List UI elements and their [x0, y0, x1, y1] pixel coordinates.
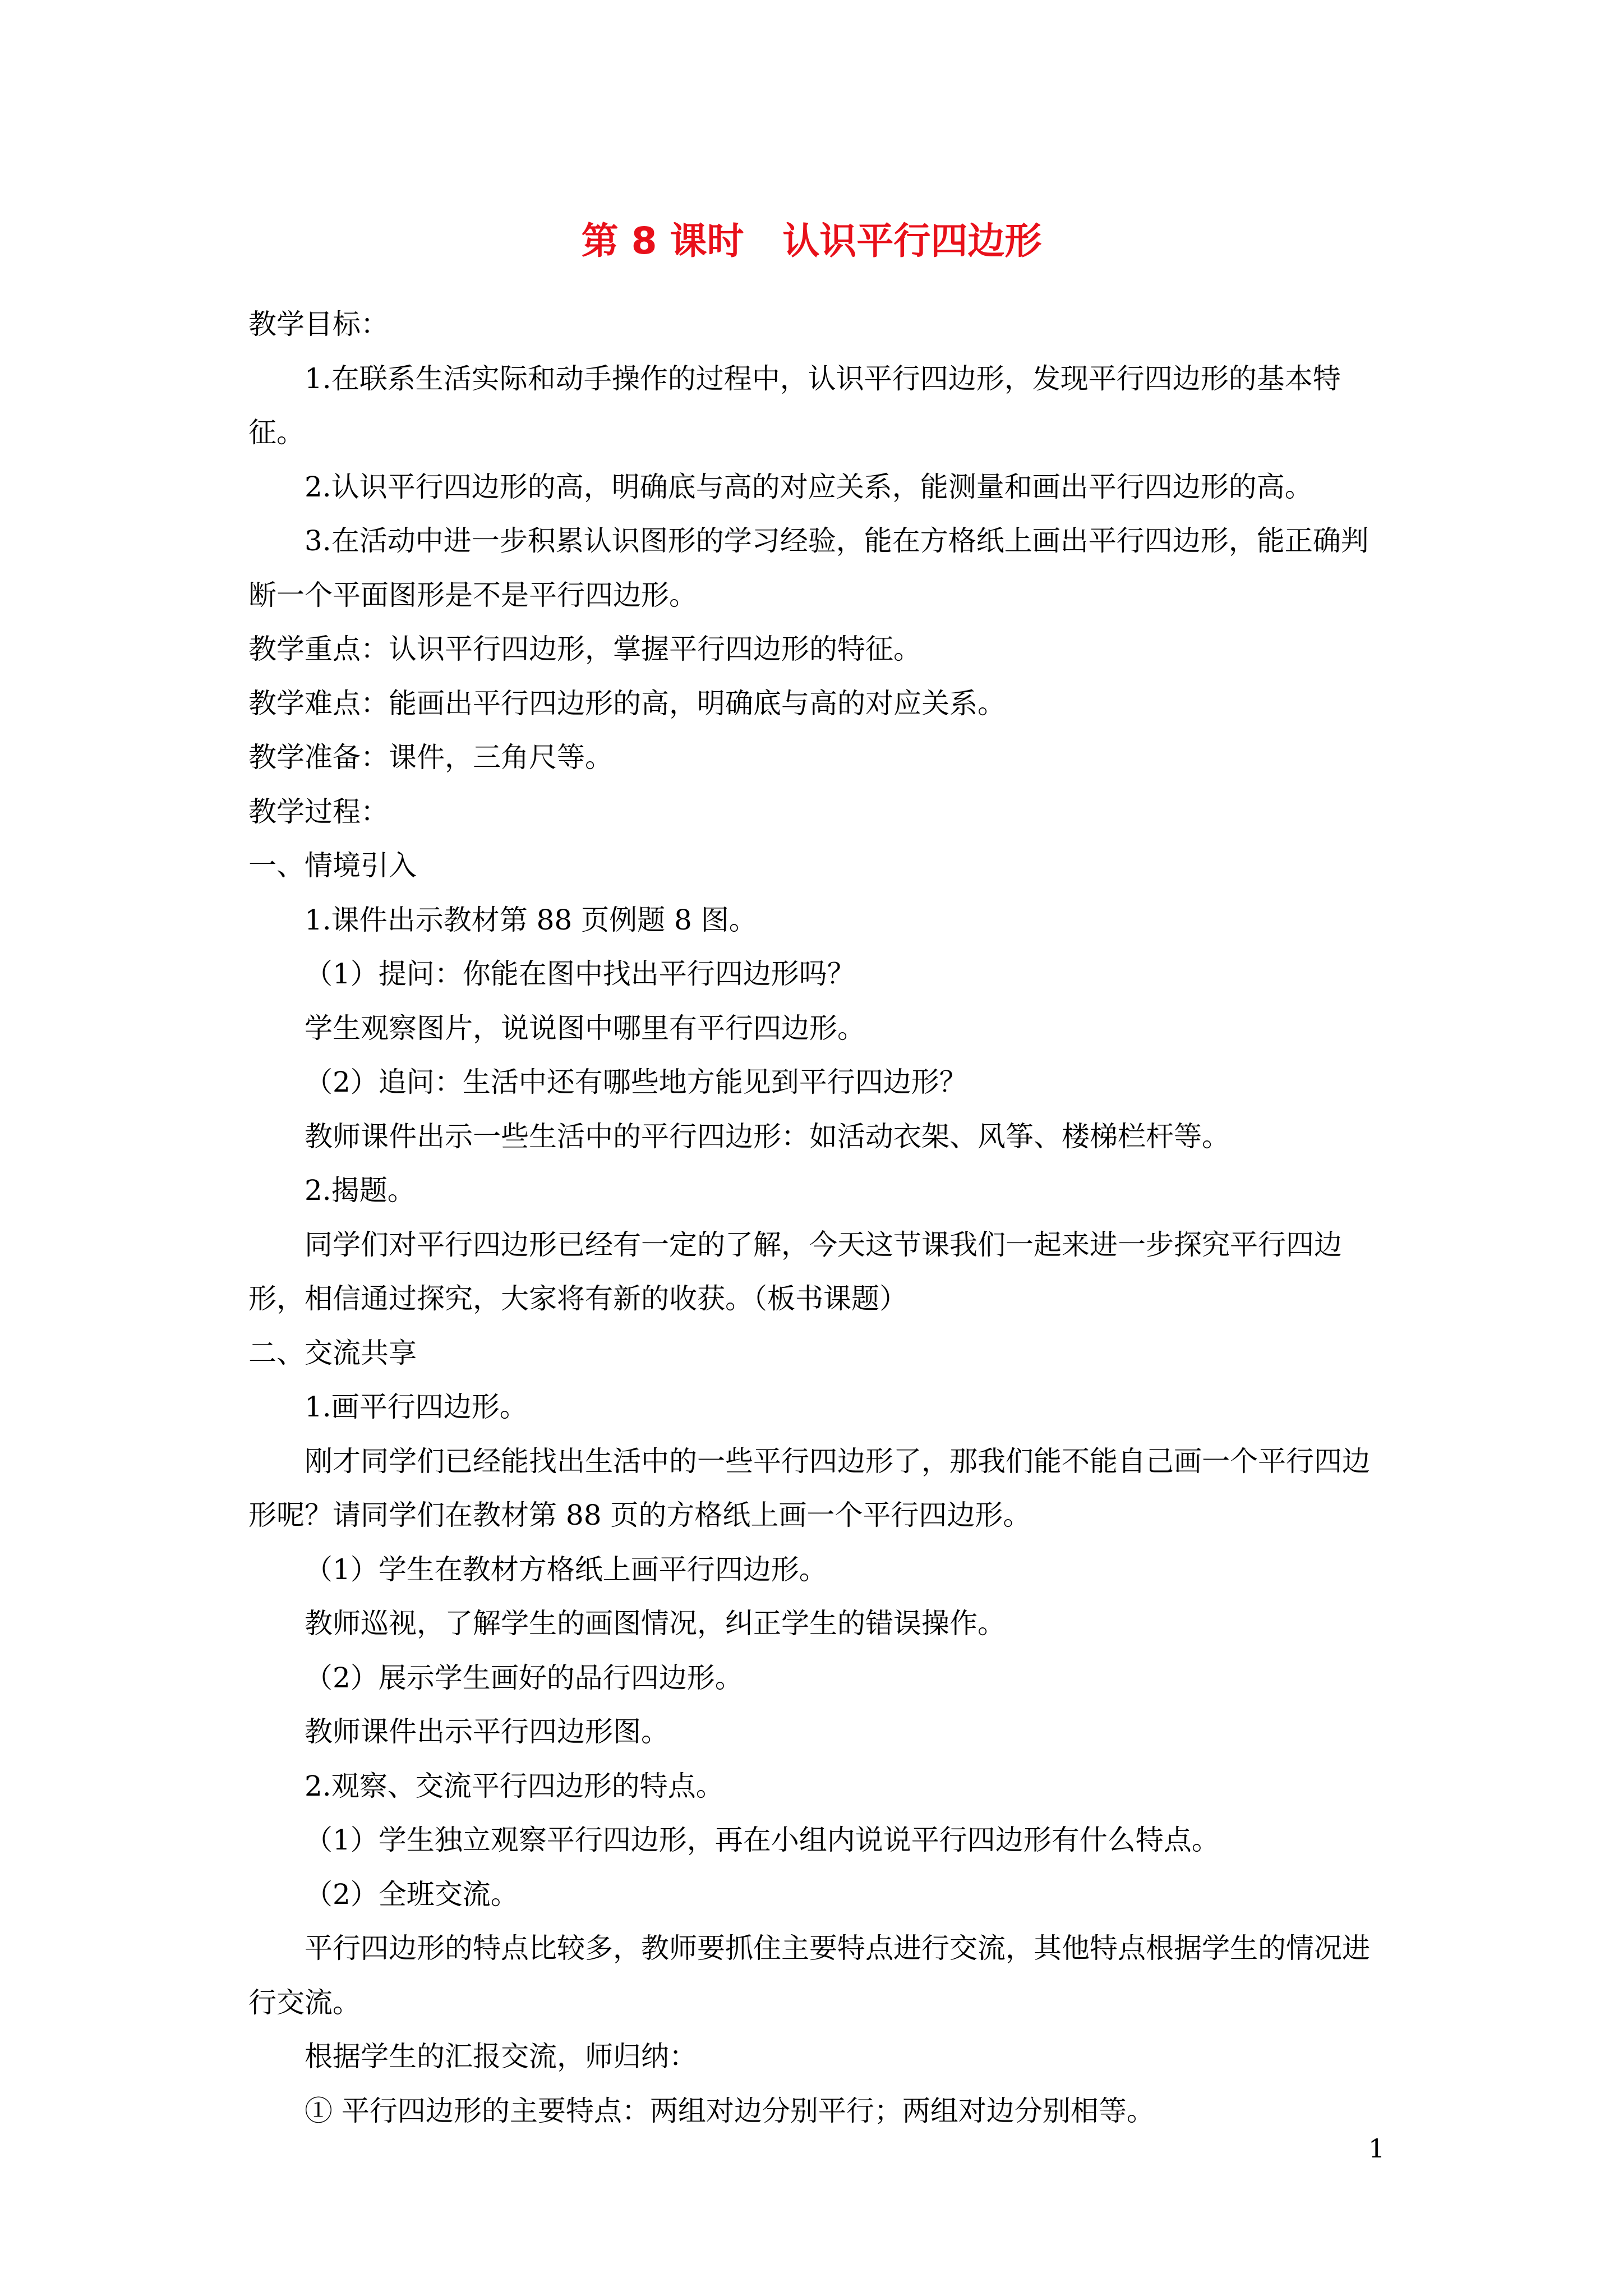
paragraph: （1）学生独立观察平行四边形，再在小组内说说平行四边形有什么特点。 — [305, 1824, 1220, 1856]
paragraph: 教学过程： — [248, 795, 389, 828]
paragraph: 教师巡视，了解学生的画图情况，纠正学生的错误操作。 — [305, 1607, 1006, 1640]
paragraph: 一、情境引入 — [248, 849, 417, 882]
paragraph: 1.在联系生活实际和动手操作的过程中，认识平行四边形，发现平行四边形的基本特征。 — [248, 362, 1341, 449]
paragraph: 1.课件出示教材第 88 页例题 8 图。 — [305, 903, 757, 936]
paragraph: 1.画平行四边形。 — [305, 1391, 528, 1423]
paragraph: （2）追问：生活中还有哪些地方能见到平行四边形？ — [305, 1066, 967, 1098]
page-number: 1 — [1368, 2133, 1385, 2164]
paragraph: ① 平行四边形的主要特点：两组对边分别平行；两组对边分别相等。 — [305, 2094, 1155, 2127]
paragraph: 2.揭题。 — [305, 1174, 416, 1207]
paragraph: 根据学生的汇报交流，师归纳： — [305, 2040, 697, 2073]
paragraph: 教学重点：认识平行四边形，掌握平行四边形的特征。 — [248, 633, 921, 665]
paragraph: 学生观察图片，说说图中哪里有平行四边形。 — [305, 1011, 865, 1045]
paragraph: 3.在活动中进一步积累认识图形的学习经验，能在方格纸上画出平行四边形，能正确判断一个平面图形是不是平行四边形。 — [248, 524, 1369, 611]
page-title: 第 8 课时 认识平行四边形 — [581, 219, 1042, 263]
lesson-body — [248, 297, 1394, 2138]
paragraph: 同学们对平行四边形已经有一定的了解，今天这节课我们一起来进一步探究平行四边形，相信通过探究，大家将有新的收获。（板书课题） — [248, 1228, 1342, 1315]
paragraph: （2）展示学生画好的品行四边形。 — [305, 1661, 743, 1694]
paragraph: 教学准备：课件，三角尺等。 — [248, 741, 613, 774]
paragraph: （2）全班交流。 — [305, 1878, 519, 1911]
paragraph: （1）提问：你能在图中找出平行四边形吗？ — [305, 958, 855, 990]
paragraph: （1）学生在教材方格纸上画平行四边形。 — [305, 1553, 827, 1586]
paragraph: 教师课件出示一些生活中的平行四边形：如活动衣架、风筝、楼梯栏杆等。 — [305, 1120, 1230, 1153]
paragraph: 2.认识平行四边形的高，明确底与高的对应关系，能测量和画出平行四边形的高。 — [305, 470, 1313, 503]
paragraph: 教师课件出示平行四边形图。 — [305, 1715, 669, 1748]
paragraph: 刚才同学们已经能找出生活中的一些平行四边形了，那我们能不能自己画一个平行四边形呢？请同学们在教材第 88 页的方格纸上画一个平行四边形。 — [248, 1444, 1370, 1531]
paragraph: 二、交流共享 — [248, 1336, 417, 1369]
paragraph: 教学难点：能画出平行四边形的高，明确底与高的对应关系。 — [248, 687, 1006, 720]
paragraph: 教学目标： — [248, 308, 389, 341]
paragraph: 2.观察、交流平行四边形的特点。 — [305, 1769, 724, 1802]
paragraph: 平行四边形的特点比较多，教师要抓住主要特点进行交流，其他特点根据学生的情况进行交流。 — [248, 1932, 1370, 2019]
